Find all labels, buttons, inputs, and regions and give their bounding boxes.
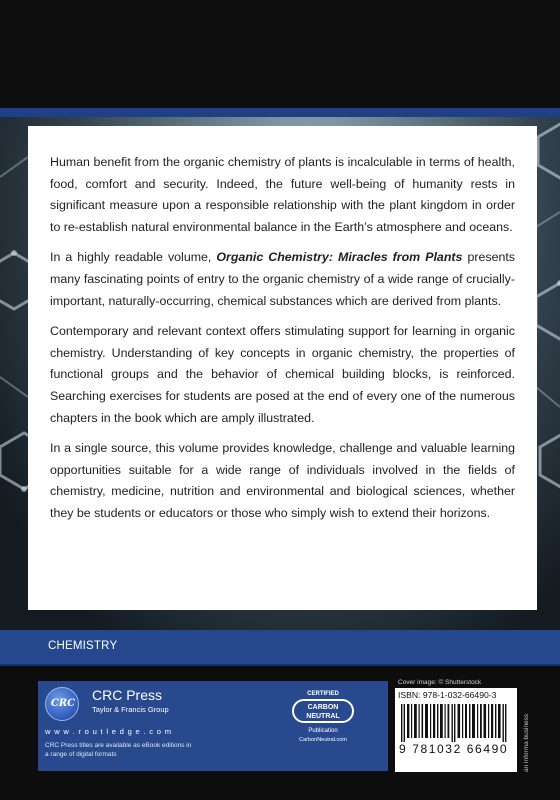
- top-blue-rule: [0, 108, 560, 117]
- description-paragraph-4: In a single source, this volume provides knowledge, challenge and valuable learning opportunities suitable for a wide range of individuals involved in the fields of chemistry, medicine, nutrition and environmental and biological sciences, whether they be students or educators or those who simply wish to extend their horizons.: [50, 441, 515, 520]
- book-title: Organic Chemistry: Miracles from Plants: [216, 250, 463, 265]
- description-paragraph-2: [50, 247, 515, 312]
- top-dark-band: [0, 0, 560, 108]
- paragraph-2-lead: In a highly readable volume,: [50, 250, 217, 265]
- cover-image-credit: Cover image: © Shutterstock: [398, 679, 482, 686]
- subject-label: CHEMISTRY: [48, 640, 118, 652]
- description-panel: [28, 126, 537, 610]
- barcode-box: [395, 688, 517, 772]
- description-paragraph-3: Contemporary and relevant context offers stimulating support for learning in organic chemistry. Understanding of key concepts in organic chemistry, the properties of functional groups and the behavior of chemical building blocks, is reinforced. Searching exercises for students are posed at the end of every one of the numerous chapters in the book which are amply illustrated.: [50, 324, 515, 425]
- paragraph-2-rest: presents many fascinating points of entry to the organic chemistry of a wide range of crucially-important, naturally-occurring, chemical substances which are derived from plants.: [50, 250, 515, 308]
- carbon-url: CarbonNeutral.com: [299, 737, 347, 743]
- barcode-icon: [399, 704, 513, 742]
- crc-logo-icon: [45, 687, 79, 721]
- description-paragraph-1: Human benefit from the organic chemistry of plants is incalculable in terms of health, food, comfort and security. Indeed, the future well-being of humanity rests in significant measure upon a responsible relationship with the plant kingdom in order to re-establish natural environmental balance in the Earth’s atmosphere and oceans.: [50, 155, 515, 234]
- carbon-certified-label: CERTIFIED: [307, 691, 339, 697]
- carbon-neutral-badge: [278, 691, 368, 763]
- publisher-box: [38, 681, 388, 771]
- carbon-publication-label: Publication: [308, 728, 338, 734]
- subject-bar: [0, 630, 560, 664]
- publisher-name: CRC Press: [92, 687, 163, 703]
- isbn-label: ISBN: 978-1-032-66490-3: [398, 690, 497, 700]
- crc-logo-text: CRC: [50, 698, 76, 709]
- carbon-neutral-label: CARBON NEUTRAL: [292, 699, 354, 723]
- publisher-url: w w w . r o u t l e d g e . c o m: [45, 727, 172, 736]
- imprint-text: an informa business: [523, 713, 530, 772]
- publisher-group: Taylor & Francis Group: [92, 705, 169, 714]
- ebook-note: CRC Press titles are available as eBook editions in a range of digital formats: [45, 742, 192, 758]
- barcode-digits: 9 781032 66490: [399, 742, 509, 756]
